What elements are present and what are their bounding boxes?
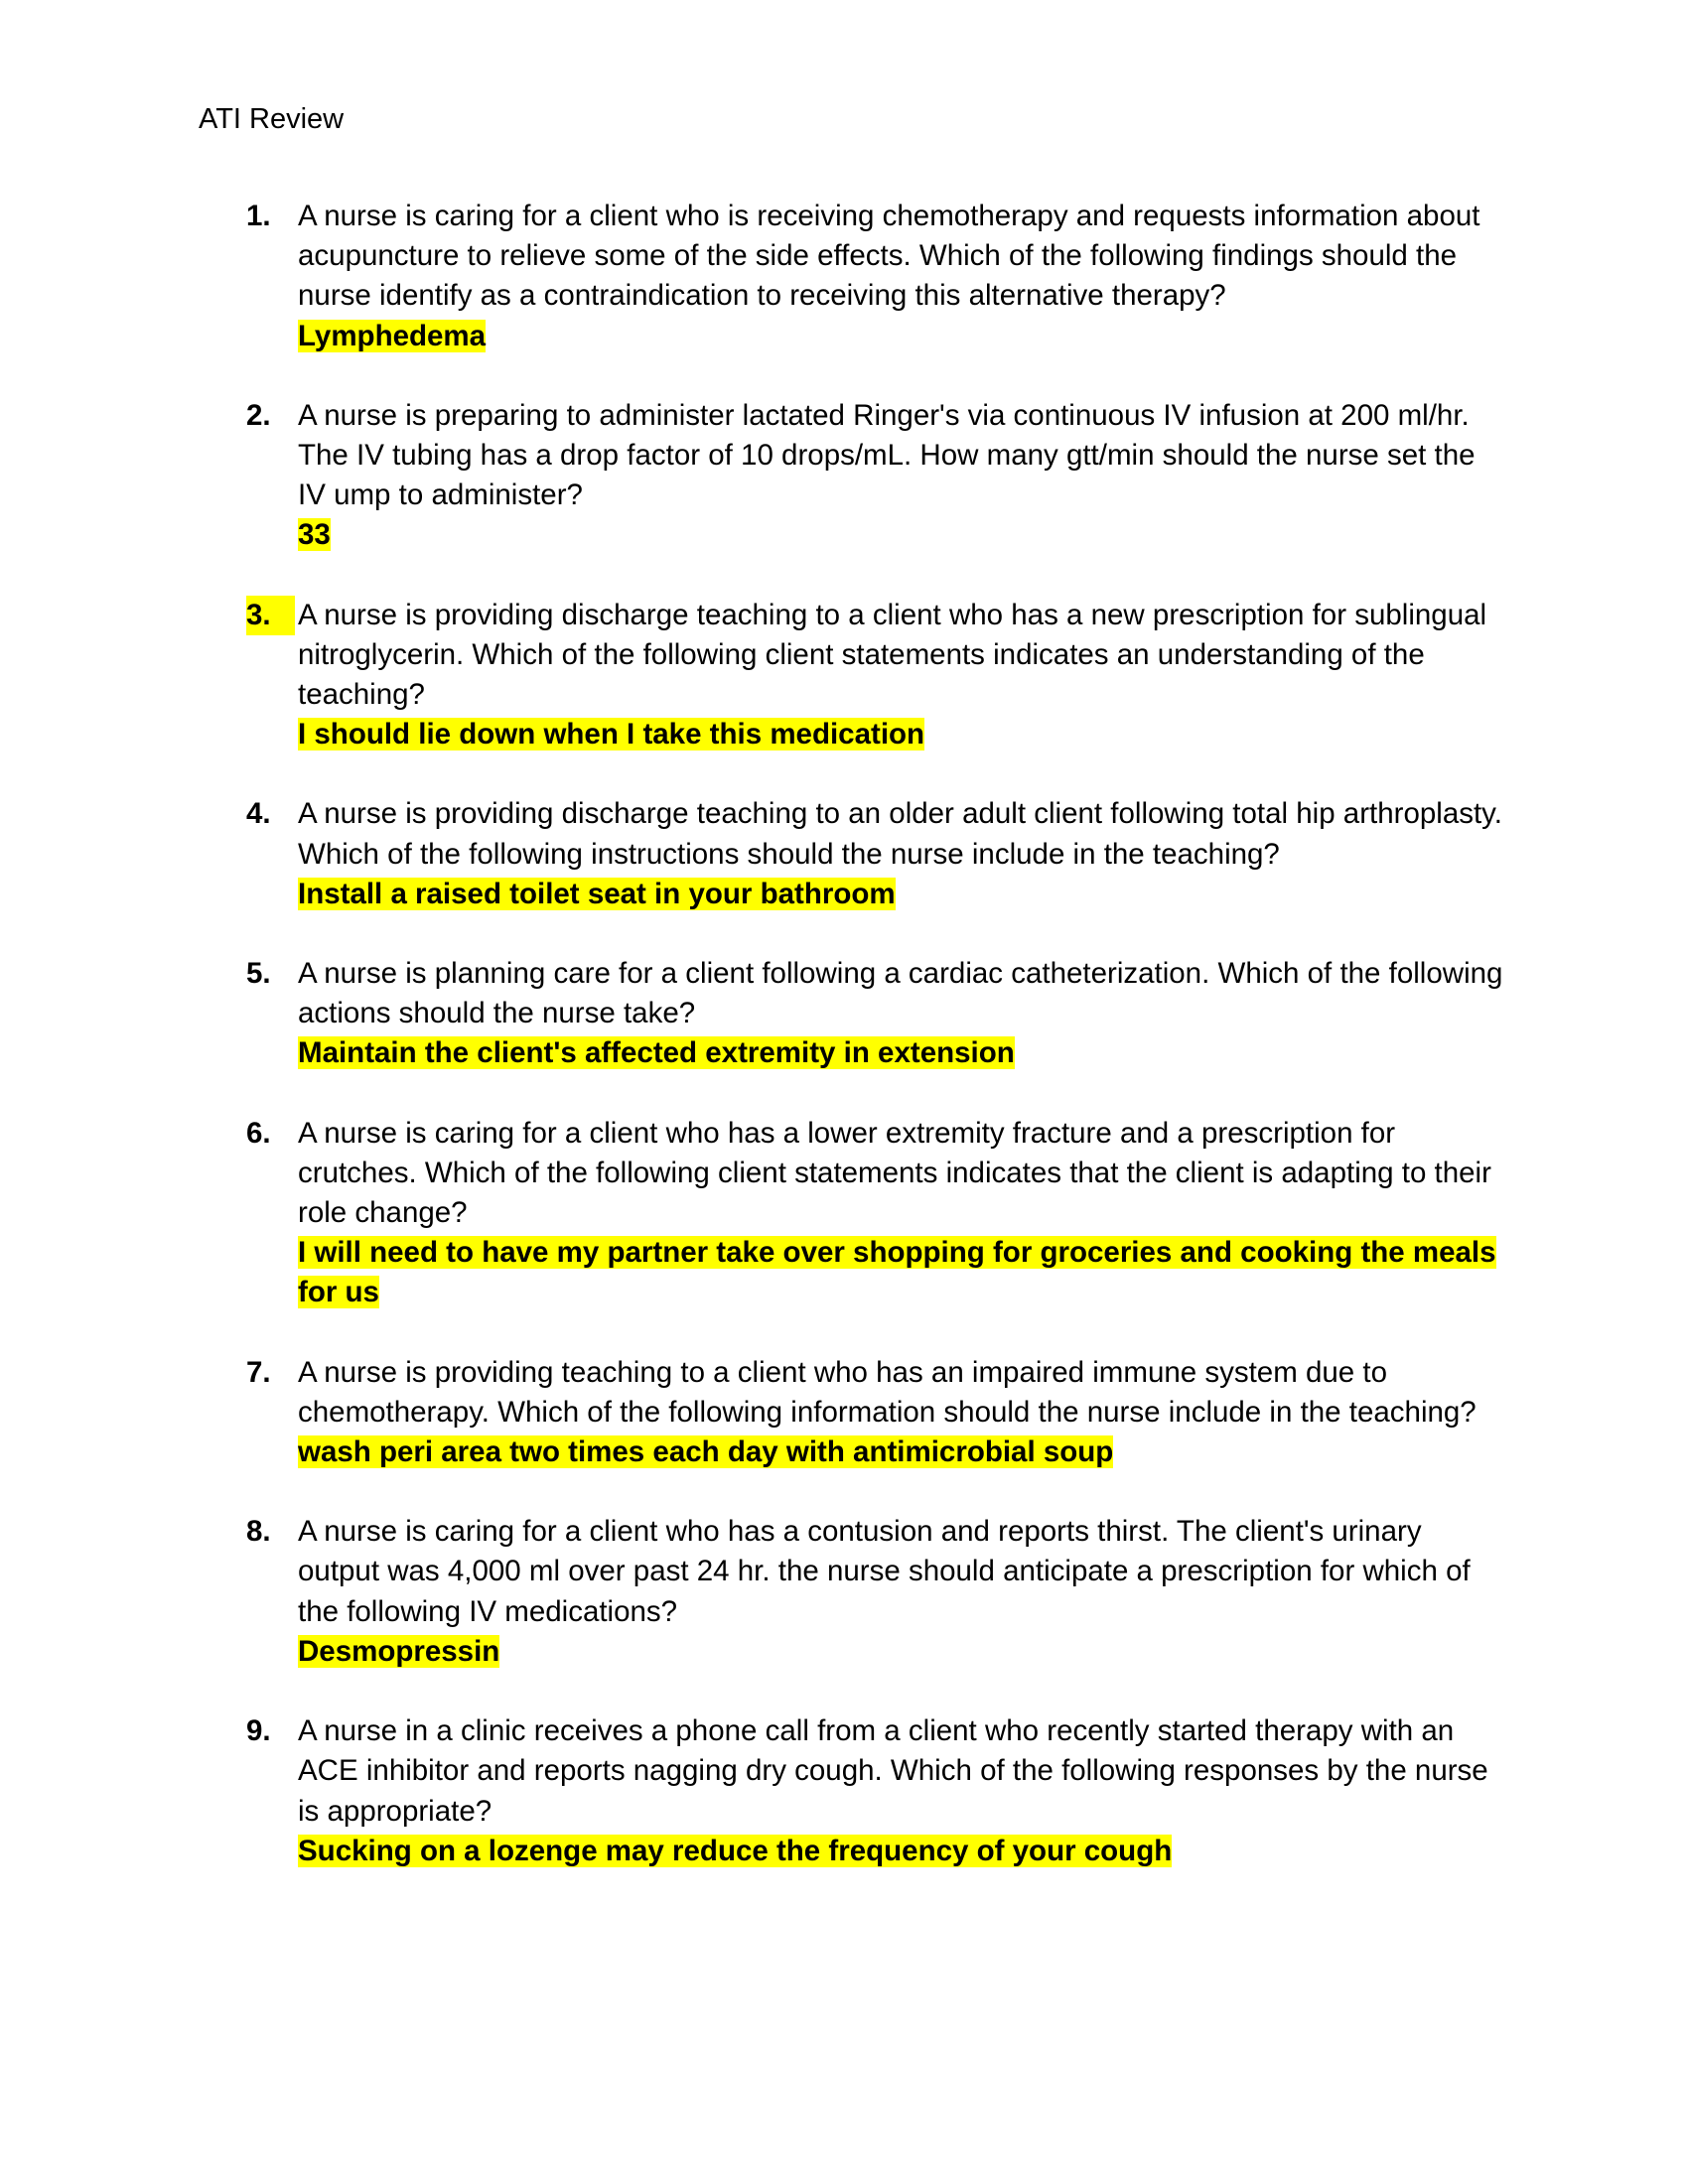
question-list bbox=[199, 197, 1509, 1911]
question-text: A nurse is caring for a client who has a lower extremity fracture and a prescription for crutches. Which of the following client statements indicates that the client is adapting to their role change? bbox=[298, 1116, 1491, 1230]
question-text: A nurse in a clinic receives a phone call from a client who recently started therapy with an ACE inhibitor and reports nagging dry cough. Which of the following responses by the nurse is appropriate? bbox=[298, 1714, 1488, 1828]
answer-highlight: I will need to have my partner take over shopping for groceries and cooking the meals for us bbox=[298, 1236, 1496, 1309]
question-item-3 bbox=[199, 596, 1509, 755]
question-text: A nurse is planning care for a client following a cardiac catheterization. Which of the following actions should the nurse take? bbox=[298, 957, 1503, 1030]
question-number: 9. bbox=[246, 1714, 271, 1748]
answer-highlight: I should lie down when I take this medication bbox=[298, 718, 925, 751]
question-text: A nurse is providing teaching to a client who has an impaired immune system due to chemotherapy. Which of the following information should the nurse include in the teaching? bbox=[298, 1355, 1477, 1429]
answer-highlight: Install a raised toilet seat in your bathroom bbox=[298, 877, 896, 910]
answer-highlight: 33 bbox=[298, 518, 331, 552]
question-text: A nurse is providing discharge teaching to a client who has a new prescription for sublingual nitroglycerin. Which of the following client statements indicates an understanding of the teaching? bbox=[298, 598, 1487, 712]
answer-highlight: Maintain the client's affected extremity in extension bbox=[298, 1036, 1015, 1070]
question-item-1 bbox=[199, 197, 1509, 356]
question-number: 6. bbox=[246, 1116, 271, 1150]
question-item-8 bbox=[199, 1512, 1509, 1672]
question-item-2 bbox=[199, 396, 1509, 556]
question-item-7 bbox=[199, 1353, 1509, 1473]
question-item-5 bbox=[199, 954, 1509, 1074]
question-item-6 bbox=[199, 1114, 1509, 1313]
question-number: 4. bbox=[246, 797, 271, 831]
question-item-4 bbox=[199, 794, 1509, 914]
answer-highlight: Desmopressin bbox=[298, 1634, 500, 1668]
question-text: A nurse is caring for a client who is receiving chemotherapy and requests information about acupuncture to relieve some of the side effects. Which of the following findings should the nurse identify as a contraindication to receiving this alternative therapy? bbox=[298, 200, 1480, 313]
question-number: 7. bbox=[246, 1355, 271, 1389]
question-number: 2. bbox=[246, 398, 271, 432]
answer-highlight: Sucking on a lozenge may reduce the frequency of your cough bbox=[298, 1834, 1173, 1867]
question-text: A nurse is caring for a client who has a contusion and reports thirst. The client's urinary output was 4,000 ml over past 24 hr. the nurse should anticipate a prescription for which of the following IV medications? bbox=[298, 1515, 1471, 1628]
document-title: ATI Review bbox=[199, 103, 345, 135]
question-number: 1. bbox=[246, 200, 271, 232]
question-number: 5. bbox=[246, 957, 271, 991]
question-text: A nurse is providing discharge teaching to an older adult client following total hip arthroplasty. Which of the following instructions should the nurse include in the teaching? bbox=[298, 797, 1502, 871]
question-number: 8. bbox=[246, 1515, 271, 1549]
question-item-9 bbox=[199, 1711, 1509, 1871]
answer-highlight: wash peri area two times each day with antimicrobial soup bbox=[298, 1435, 1114, 1469]
question-text: A nurse is preparing to administer lactated Ringer's via continuous IV infusion at 200 ml/hr. The IV tubing has a drop factor of 10 drops/mL. How many gtt/min should the nurse set the IV ump to administer? bbox=[298, 398, 1476, 512]
answer-highlight: Lymphedema bbox=[298, 319, 487, 352]
question-number: 3. bbox=[246, 596, 295, 635]
